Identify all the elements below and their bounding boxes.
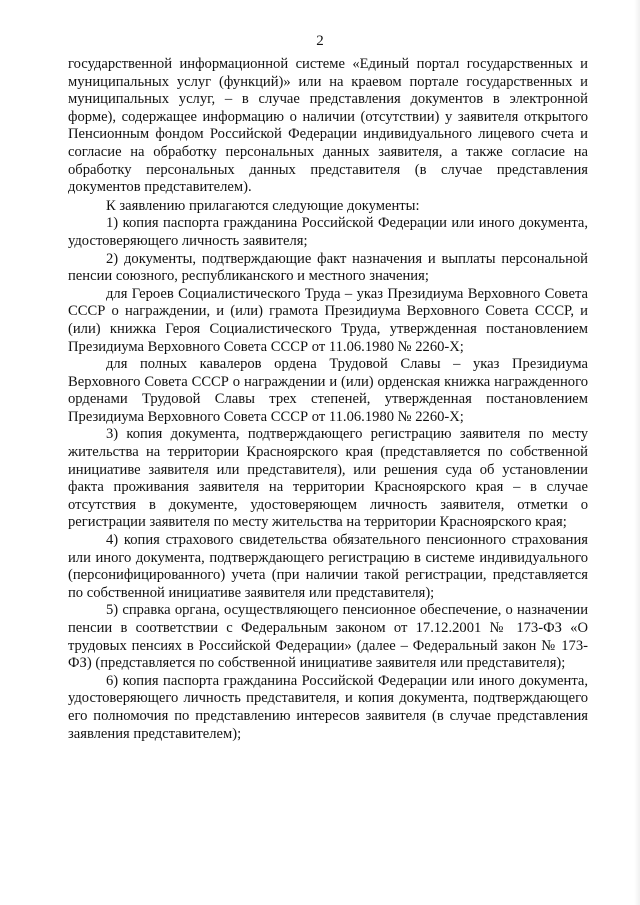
scan-edge-shadow: [634, 0, 640, 905]
paragraph-heroes-of-labour: для Героев Социалистического Труда – указ Президиума Верховного Совета СССР о награждении, и (или) грамота Президиума Верховного Совета СССР, и (или) книжка Героя Социалистического Труда, утвержденная постановлением Президиума Верховного Совета СССР от 11.06.1980 № 2260-Х;: [68, 285, 588, 355]
list-item-1-passport-copy: 1) копия паспорта гражданина Российской Федерации или иного документа, удостоверяющего личность заявителя;: [68, 215, 588, 249]
paragraph-application-continuation: государственной информационной системе «Единый портал государственных и муниципальных услуг (функций)» или на краевом портале государственных и муниципальных услуг, – в случае представления документов в электронной форме), содержащее информацию о наличии (отсутствии) у заявителя открытого Пенсионным фондом Российской Федерации индивидуального лицевого счета и согласие на обработку персональных данных заявителя, а также согласие на обработку персональных данных представителя (в случае представления документов представителем).: [68, 56, 588, 196]
page-number: 2: [316, 33, 324, 49]
paragraph-attached-documents-intro: К заявлению прилагаются следующие документы:: [106, 197, 420, 214]
list-item-3-registration: 3) копия документа, подтверждающего регистрацию заявителя по месту жительства на территории Красноярского края (представляется по собственной инициативе заявителя или представителя), или решения суда об установлении факта проживания заявителя на территории Красноярского края – в случае отсутствия в документе, удостоверяющем личность заявителя, отметки о регистрации заявителя по месту жительства на территории Красноярского края;: [68, 426, 588, 531]
paragraph-order-of-labour-glory: для полных кавалеров ордена Трудовой Славы – указ Президиума Верховного Совета СССР о награждении и (или) орденская книжка награжденного орденами Трудовой Славы трех степеней, утвержденная постановлением Президиума Верховного Совета СССР от 11.06.1980 № 2260-Х;: [68, 356, 588, 425]
list-item-4-insurance-certificate: 4) копия страхового свидетельства обязательного пенсионного страхования или иного документа, подтверждающего регистрацию в системе индивидуального (персонифицированного) учета (при наличии такой регистрации, представляется по собственной инициативе заявителя или представителя);: [68, 532, 588, 601]
list-item-2-pension-documents: 2) документы, подтверждающие факт назначения и выплаты персональной пенсии союзного, республиканского и местного значения;: [68, 250, 588, 285]
document-body: [68, 56, 588, 743]
list-item-5-pension-certificate: 5) справка органа, осуществляющего пенсионное обеспечение, о назначении пенсии в соответствии с Федеральным законом от 17.12.2001 № 173-ФЗ «О трудовых пенсиях в Российской Федерации» (далее – Федеральный закон № 173-ФЗ) (представляется по собственной инициативе заявителя или представителя);: [68, 602, 588, 672]
list-item-6-representative-documents: 6) копия паспорта гражданина Российской Федерации или иного документа, удостоверяющего личность представителя, и копия документа, подтверждающего его полномочия по представлению интересов заявителя (в случае представления заявления представителем);: [68, 672, 588, 742]
